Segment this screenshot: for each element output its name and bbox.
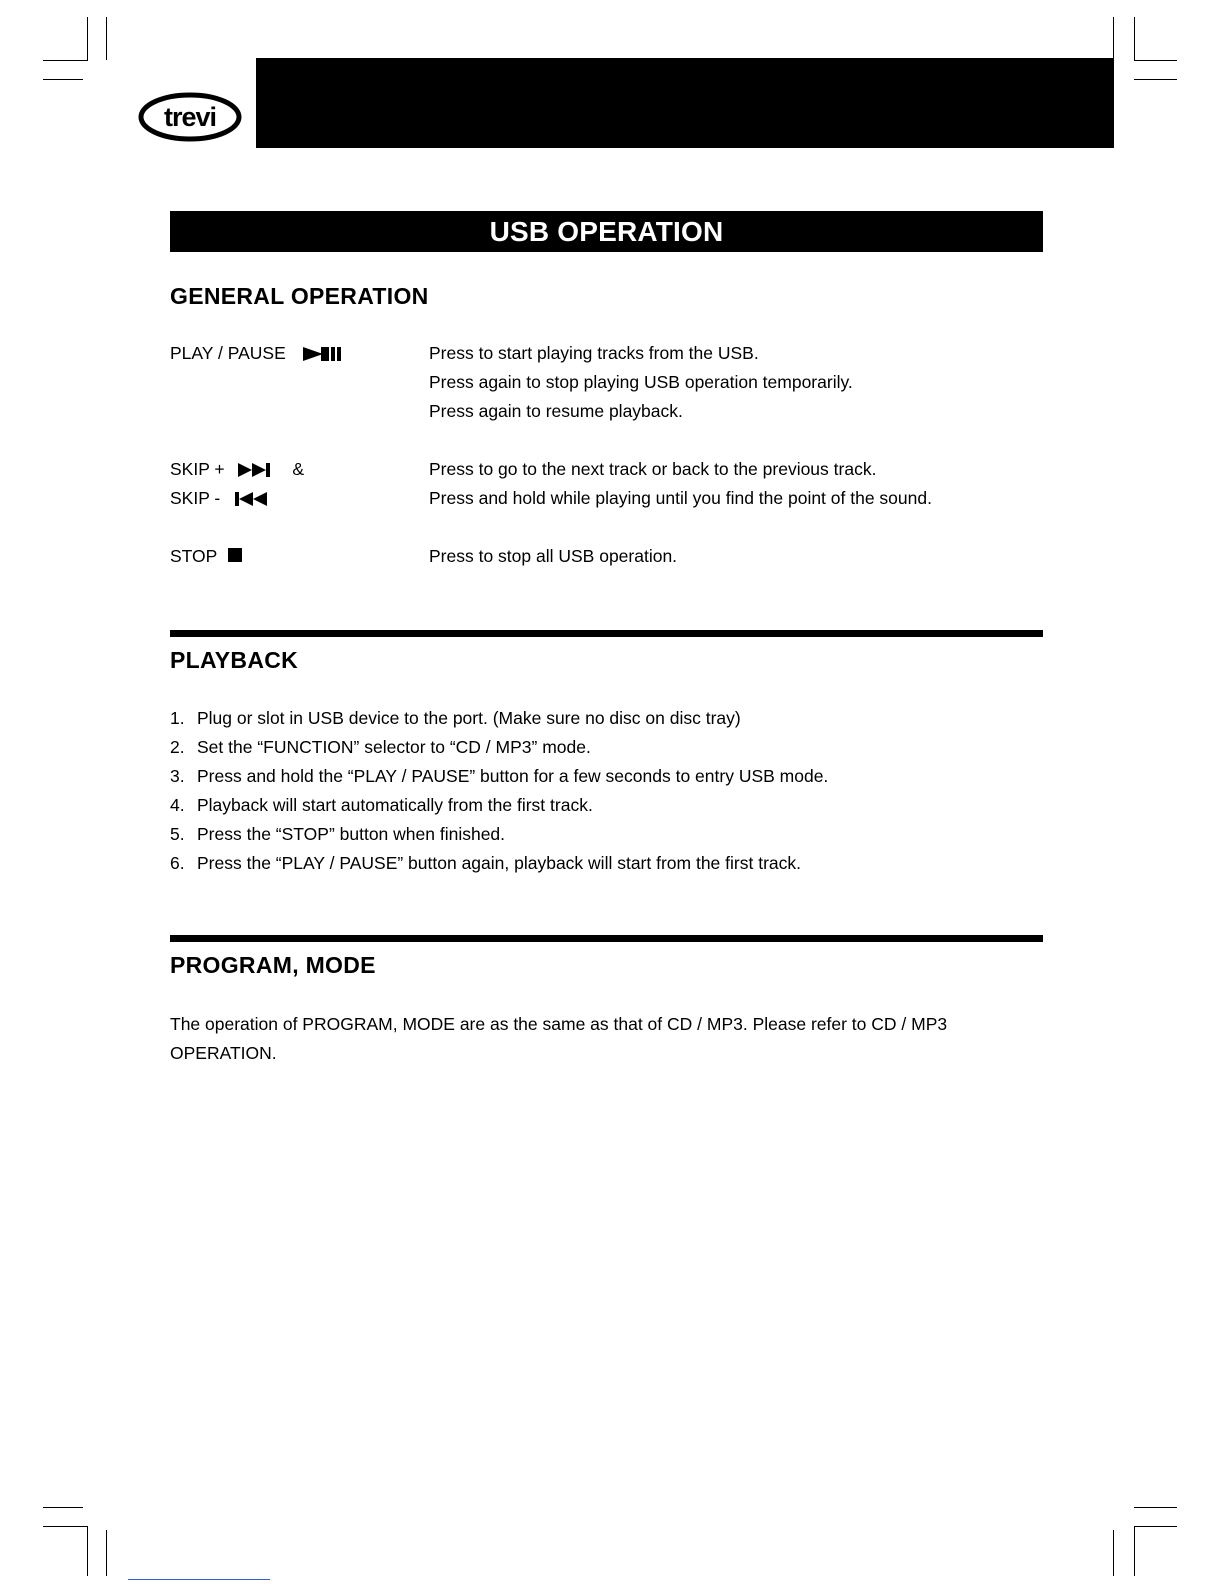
list-item-number: 5. [170,824,185,844]
list-item: Press the “STOP” button when finished. [197,824,506,844]
stop-desc: Press to stop all USB operation. [429,546,678,566]
program-mode-paragraph-line-1: The operation of PROGRAM, MODE are as the same as that of CD / MP3. Please refer to CD / MP3 [170,1014,948,1034]
play-pause-desc-3: Press again to resume playback. [429,401,683,421]
skip-minus-desc: Press and hold while playing until you find the point of the sound. [429,488,932,508]
list-item: Press the “PLAY / PAUSE” button again, playback will start from the first track. [197,853,801,873]
logo-text: trevi [163,102,217,132]
skip-plus-desc: Press to go to the next track or back to the previous track. [429,459,877,479]
play-pause-control [170,342,345,364]
list-item-number: 2. [170,737,185,757]
header-bar [256,58,1114,148]
section-divider [170,630,1043,637]
list-item: Playback will start automatically from the first track. [197,795,593,815]
skip-back-icon [235,491,275,507]
trevi-logo [138,92,242,142]
play-pause-desc-2: Press again to stop playing USB operation temporarily. [429,372,853,392]
list-item-number: 1. [170,708,185,728]
program-mode-paragraph-line-2: OPERATION. [170,1043,277,1063]
program-mode-heading: PROGRAM, MODE [170,952,376,978]
skip-plus-label: SKIP + [170,459,225,479]
skip-forward-icon [238,462,278,478]
play-pause-desc-1: Press to start playing tracks from the USB. [429,343,759,363]
skip-minus-control [170,487,275,509]
general-operation-heading: GENERAL OPERATION [170,283,429,309]
play-pause-icon [303,346,345,362]
playback-heading: PLAYBACK [170,647,299,673]
stop-label: STOP [170,546,218,566]
list-item-number: 4. [170,795,185,815]
footer-underline [128,1579,270,1580]
stop-control [170,545,242,567]
list-item-number: 6. [170,853,185,873]
list-item: Press and hold the “PLAY / PAUSE” button for a few seconds to entry USB mode. [197,766,829,786]
skip-plus-suffix: & [292,459,305,479]
section-divider [170,935,1043,942]
play-pause-label: PLAY / PAUSE [170,343,286,363]
list-item: Set the “FUNCTION” selector to “CD / MP3” mode. [197,737,591,757]
list-item-number: 3. [170,766,185,786]
stop-icon [228,548,242,562]
section-title: USB OPERATION [170,211,1043,252]
skip-minus-label: SKIP - [170,488,221,508]
list-item: Plug or slot in USB device to the port. (Make sure no disc on disc tray) [197,708,741,728]
skip-plus-control [170,458,304,480]
